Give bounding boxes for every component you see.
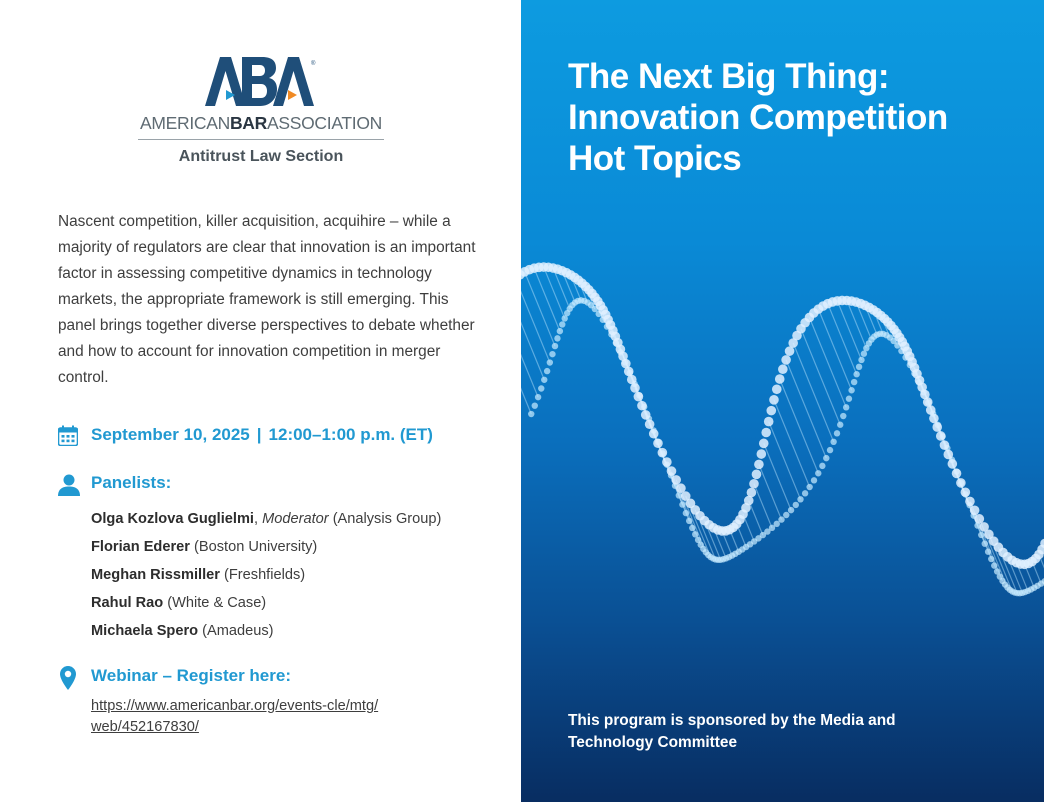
aba-logo-mark	[205, 57, 317, 107]
list-item: Michaela Spero (Amadeus)	[91, 623, 274, 639]
headline-line: Hot Topics	[568, 139, 742, 178]
list-item: Meghan Rissmiller (Freshfields)	[91, 567, 306, 583]
aba-logo	[138, 57, 384, 171]
register-link[interactable]: https://www.americanbar.org/events-cle/mtg/ web/452167830/	[91, 698, 379, 735]
list-item: Olga Kozlova Guglielmi, Moderator (Analysis Group)	[91, 511, 442, 527]
panelists-heading: Panelists:	[91, 473, 172, 492]
aba-org-name: AMERICANBARASSOCIATION	[139, 113, 382, 133]
headline-line: Innovation Competition	[568, 98, 948, 137]
date-separator: |	[256, 425, 262, 444]
calendar-icon	[58, 425, 78, 451]
event-datetime	[91, 425, 433, 445]
location-pin-icon	[60, 666, 76, 695]
person-icon	[58, 474, 80, 501]
list-item: Rahul Rao (White & Case)	[91, 595, 267, 611]
event-headline	[568, 56, 1028, 179]
section-name: Antitrust Law Section	[178, 148, 344, 165]
list-item: Florian Ederer (Boston University)	[91, 539, 318, 555]
svg-text:®: ®	[311, 61, 316, 67]
left-column	[0, 0, 521, 802]
event-time: 12:00–1:00 p.m. (ET)	[268, 425, 433, 444]
panelists-list	[91, 505, 441, 645]
intro-paragraph: Nascent competition, killer acquisition, acquihire – while a majority of regulators are clear that innovation is an important factor in assessing competitive dynamics in technology markets, the appropriate framework is still emerging. This panel brings together diverse perspectives to debate whether and how to account for innovation competition in merger control.	[58, 213, 476, 386]
hero-panel	[521, 0, 1044, 802]
event-date: September 10, 2025	[91, 425, 250, 444]
sponsor-note: This program is sponsored by the Media and Technology Committee	[568, 712, 896, 751]
register-heading: Webinar – Register here:	[91, 666, 291, 685]
headline-line: The Next Big Thing:	[568, 57, 890, 96]
logo-divider	[138, 139, 384, 140]
